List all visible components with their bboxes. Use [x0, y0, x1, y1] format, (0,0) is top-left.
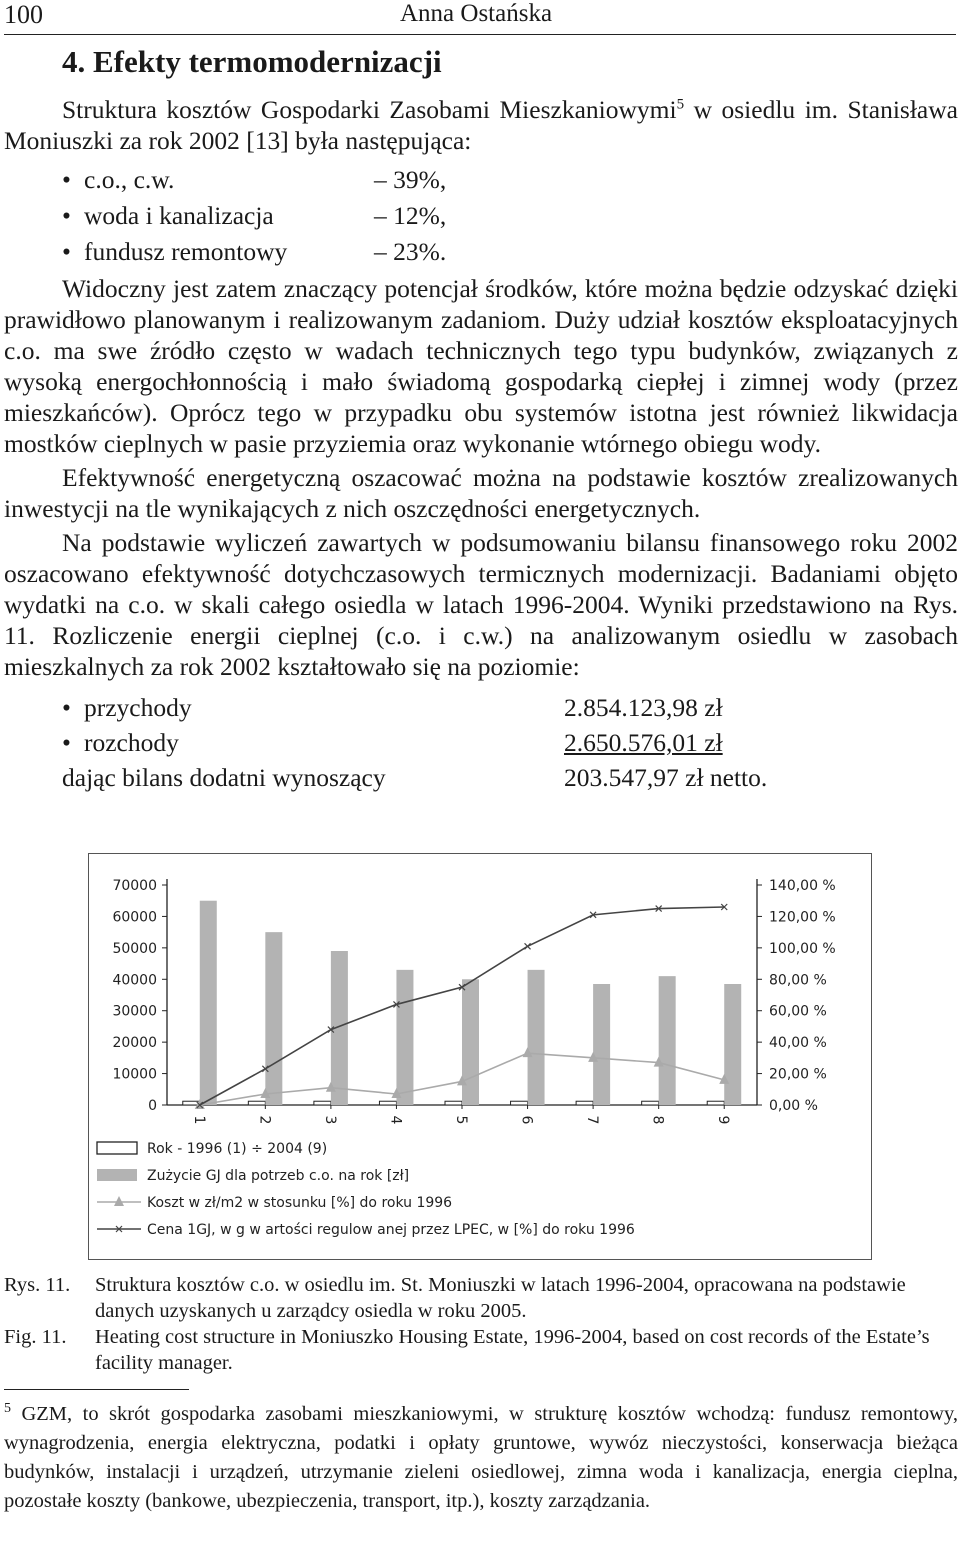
x-tick-label: 3 [321, 1115, 338, 1125]
cost-value: – 23%. [374, 237, 447, 266]
legend-swatch [97, 1169, 137, 1181]
bar [314, 1101, 331, 1105]
page-header [0, 0, 960, 36]
point-marker [525, 943, 531, 949]
footnote-text: GZM, to skrót gospodarka zasobami mieszkaniowymi, w strukturę kosztów wchodzą: fundusz remontowy, wynagrodzenia, energia elektryczna, podatki i opłaty gruntowe, wywóz nieczystości, konserwacja bieżąca budynków, instalacji i urządzeń, utrzymanie zieleni osiedlowej, zimna woda i kanalizacja, energia cieplna, pozostałe koszty (bankowe, ubezpieczenia, transport, itp.), koszty zarządzania. [4, 1403, 959, 1512]
body-paragraph-3: Na podstawie wyliczeń zawartych w podsumowaniu bilansu finansowego roku 2002 oszacowano efektywność dotychczasowych termicznych modernizacji. Badaniami objęto wydatki na c.o. w skali całego osiedla w latach 1996-2004. Wyniki przedstawiono na Rys. 11. Rozliczenie energii cieplnej (c.o. i c.w.) na analizowanym osiedlu w zasobach mieszkalnych za rok 2002 kształtowało się na poziomie: [4, 528, 958, 681]
right-tick-label: 0,00 % [769, 1098, 818, 1114]
legend-entry [97, 1141, 327, 1157]
body-paragraph-1: Widoczny jest zatem znaczący potencjał środków, które można będzie odzyskać dzięki prawidłowo planowanym i realizowanym zadaniom. Duży udział kosztów eksploatacyjnych c.o. ma swe źródło często w wadach technicznych tego typu budynków, związanych z wysoką energochłonnością i mało świadomą gospodarką ciepłej i zimnej wody (przez mieszkańców). Oprócz tego w przypadku obu systemów istotna jest również likwidacja mostków cieplnych w pasie przyziemia oraz wykonanie wtórnego obiegu wody. [4, 274, 958, 458]
chart-figure [88, 853, 872, 1260]
x-tick-label: 2 [256, 1115, 273, 1125]
left-tick-label: 40000 [112, 972, 157, 989]
legend-swatch [97, 1142, 137, 1154]
budget-value: 203.547,97 zł netto. [564, 763, 768, 792]
right-tick-label: 20,00 % [769, 1066, 827, 1083]
bar [248, 1101, 265, 1105]
legend-marker [114, 1196, 124, 1206]
intro-paragraph [4, 94, 958, 156]
list-item [4, 198, 958, 234]
x-tick-label: 1 [190, 1115, 207, 1125]
x-tick-label: 8 [649, 1115, 666, 1125]
caption-english [4, 1324, 958, 1376]
caption-text: Heating cost structure in Moniuszko Housing Estate, 1996-2004, based on cost records of the Estate’s facility manager. [95, 1326, 930, 1374]
budget-name: dając bilans dodatni wynoszący [62, 763, 386, 792]
bar [593, 984, 610, 1105]
budget-list [4, 690, 958, 795]
legend-label: Rok - 1996 (1) ÷ 2004 (9) [147, 1141, 328, 1157]
budget-value: 2.854.123,98 zł [564, 693, 723, 722]
list-item [4, 725, 958, 760]
bar [396, 970, 413, 1105]
caption-polish [4, 1272, 958, 1324]
right-tick-label: 60,00 % [769, 1003, 827, 1020]
footnote-ref: 5 [676, 96, 685, 113]
x-tick-label: 5 [453, 1115, 469, 1125]
budget-value: 2.650.576,01 zł [564, 728, 723, 757]
right-tick-label: 100,00 % [769, 940, 836, 957]
bar [462, 979, 479, 1105]
legend-label: Zużycie GJ dla potrzeb c.o. na rok [zł] [147, 1168, 410, 1184]
page-number: 100 [4, 0, 43, 29]
budget-name: rozchody [84, 728, 179, 757]
bar [576, 1101, 593, 1105]
left-tick-label: 30000 [112, 1003, 157, 1020]
figure-captions [4, 1272, 958, 1376]
bar [379, 1101, 396, 1105]
caption-label: Fig. 11. [4, 1326, 67, 1348]
x-tick-label: 7 [584, 1115, 601, 1125]
intro-text-after: w osiedlu im. Stanisława Moniuszki za rok 2002 [13] była następująca: [4, 95, 958, 155]
right-tick-label: 120,00 % [769, 909, 836, 926]
legend-entry [97, 1195, 452, 1211]
legend-label: Koszt w zł/m2 w stosunku [%] do roku 1996 [147, 1195, 453, 1211]
left-tick-label: 70000 [112, 878, 157, 894]
cost-value: – 12%, [374, 201, 447, 230]
intro-block [4, 94, 958, 795]
x-tick-label: 4 [387, 1115, 404, 1125]
cost-name: c.o., c.w. [84, 165, 175, 194]
body-paragraph-2: Efektywność energetyczną oszacować można na podstawie kosztów zrealizowanych inwestycji na tle wynikających z nich oszczędności energetycznych. [4, 463, 958, 523]
list-item [4, 760, 958, 795]
legend-entry [97, 1222, 635, 1238]
right-tick-label: 80,00 % [769, 972, 827, 989]
bar [511, 1101, 528, 1105]
section-title: 4. Efekty termomodernizacji [62, 44, 442, 79]
list-item [4, 690, 958, 725]
list-item [4, 234, 958, 270]
bar [200, 901, 217, 1105]
bar [528, 970, 545, 1105]
right-tick-label: 40,00 % [769, 1035, 827, 1052]
x-tick-label: 6 [518, 1115, 535, 1125]
legend-label: Cena 1GJ, w g w artości regulow anej przez LPEC, w [%] do roku 1996 [147, 1222, 635, 1238]
caption-text: Struktura kosztów c.o. w osiedlu im. St. Moniuszki w latach 1996-2004, opracowana na podstawie danych uzyskanych u zarządcy osiedla w roku 2005. [95, 1274, 906, 1322]
bar [642, 1101, 659, 1105]
left-tick-label: 0 [148, 1098, 157, 1114]
bar [724, 984, 741, 1105]
left-tick-label: 50000 [112, 940, 157, 957]
footnote-rule [4, 1389, 189, 1390]
bar [445, 1101, 462, 1105]
x-tick-label: 9 [715, 1115, 732, 1125]
running-head-author: Anna Ostańska [400, 0, 553, 27]
left-tick-label: 20000 [112, 1035, 157, 1052]
left-tick-label: 10000 [112, 1066, 157, 1083]
legend-entry [97, 1168, 409, 1184]
budget-name: przychody [84, 693, 192, 722]
footnote-number: 5 [4, 1401, 11, 1417]
footnote [4, 1400, 958, 1516]
intro-text-before: Struktura kosztów Gospodarki Zasobami Mieszkaniowymi [62, 95, 677, 124]
cost-value: – 39%, [374, 165, 447, 194]
header-rule [4, 34, 956, 35]
bar [707, 1101, 724, 1105]
caption-label: Rys. 11. [4, 1274, 71, 1296]
left-tick-label: 60000 [112, 909, 157, 926]
cost-name: woda i kanalizacja [84, 201, 274, 230]
bar [265, 932, 282, 1105]
chart-svg [89, 854, 871, 1259]
right-tick-label: 140,00 % [769, 878, 836, 894]
list-item [4, 162, 958, 198]
bar [659, 976, 676, 1105]
cost-list [4, 162, 958, 270]
cost-name: fundusz remontowy [84, 237, 288, 266]
